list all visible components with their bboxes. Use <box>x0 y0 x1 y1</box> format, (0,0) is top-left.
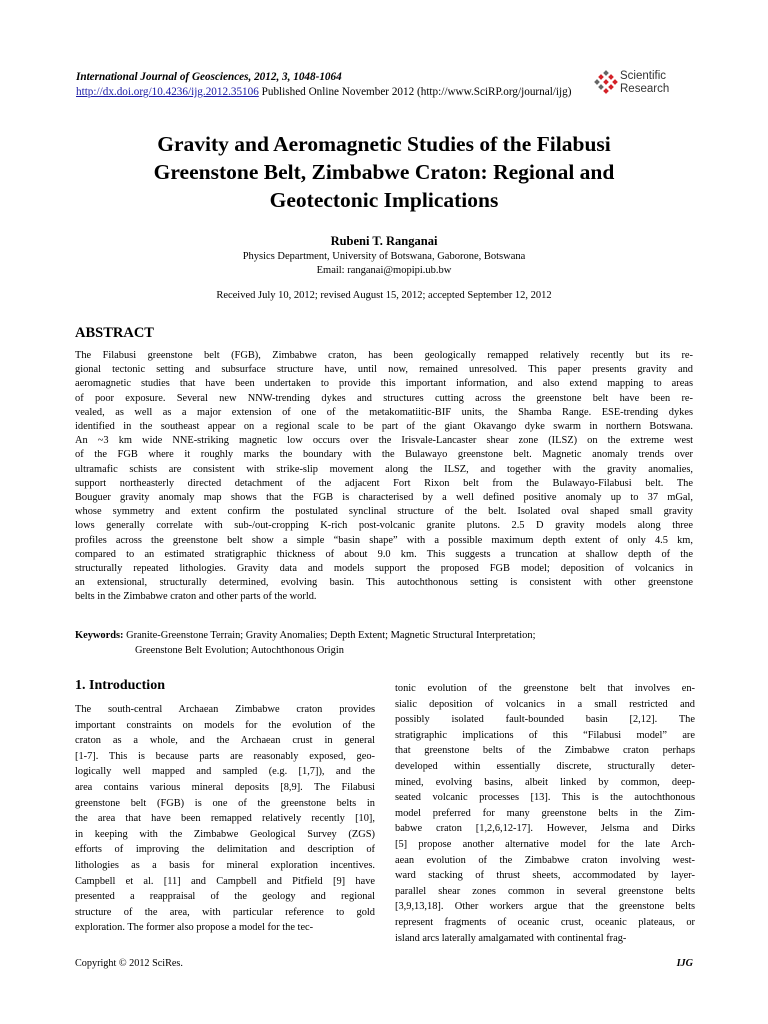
body-column-left <box>75 702 375 936</box>
body-line: exploration. The former also propose a model for the tec- <box>75 922 314 934</box>
logo-dot <box>603 79 609 85</box>
abstract-line: of the FGB where it roughly marks the boundary with the Bulawayo greenstone belt. Magnetic anomaly trends over <box>75 449 693 461</box>
title-line: Gravity and Aeromagnetic Studies of the Filabusi <box>157 132 611 156</box>
logo-line2: Research <box>620 83 670 95</box>
abstract-line: whose symmetry and extent confirm the postulated synclinal structure of the belt. Isolated oval shaped small gravity <box>75 506 693 518</box>
abstract-line: profiles across the greenstone belt show a simple “basin shape” with a possible maximum depth extent of only 4.5 km, <box>75 534 693 546</box>
received-dates: Received July 10, 2012; revised August 15, 2012; accepted September 12, 2012 <box>216 290 552 301</box>
body-line: mined, evolving basins, albeit linked by common, deep- <box>395 776 695 788</box>
journal-header <box>76 70 636 100</box>
body-line: island arcs laterally amalgamated with continental frag- <box>395 932 627 944</box>
body-line: in keeping with the Zimbabwe Geological Survey (ZGS) <box>75 828 375 840</box>
body-line: structure of the area, with particular reference to gold <box>75 906 375 918</box>
body-line: important constraints on models for the evolution of the <box>75 719 375 731</box>
section-heading-introduction: 1. Introduction <box>75 678 165 693</box>
body-line: [1-7]. This is because parts are reasonably exposed, geo- <box>75 750 375 762</box>
logo-dot <box>603 70 609 76</box>
abstract-line: an extensional, structurally determined, evolving basin. This autochthonous setting is consistent with other greenstone <box>75 577 693 589</box>
abstract-line: belts in the Zimbabwe craton and other parts of the world. <box>75 591 317 603</box>
affiliation-text: Physics Department, University of Botswana, Gaborone, Botswana <box>242 251 526 262</box>
body-line: ward stacking of thrust sheets, accommodated by layer- <box>395 870 695 882</box>
abstract-line: An ~3 km wide NNE-striking magnetic low occurs over the Irisvale-Lancaster shear zone (ILSZ) on the extreme west <box>75 435 693 447</box>
title-line: Geotectonic Implications <box>269 188 499 212</box>
page-footer <box>75 958 693 969</box>
body-line: seated volcanic processes [13]. This is the autochthonous <box>395 792 695 804</box>
logo-dot <box>598 74 604 80</box>
scientific-research-logo <box>594 70 704 100</box>
journal-abbreviation: IJG <box>676 958 693 969</box>
abstract-line: gional tectonic setting and subsurface structure have, until now, remained unresolved. This paper presents gravity and <box>75 364 693 376</box>
body-line: aean evolution of the Zimbabwe craton involving west- <box>395 854 695 866</box>
body-line: [3,9,13,18]. Other workers argue that the greenstone belts <box>395 901 695 913</box>
body-line: craton as a whole, and the Archaean crust in general <box>75 735 375 747</box>
title-line: Greenstone Belt, Zimbabwe Craton: Regional and <box>153 160 615 184</box>
abstract-line: lows generally correlate with sub-/out-cropping K-rich post-volcanic granite plutons. 2.5 D gravity models along three <box>75 520 693 532</box>
keywords-text: Granite-Greenstone Terrain; Gravity Anomalies; Depth Extent; Magnetic Structural Interpretation; <box>123 630 536 641</box>
abstract-line: identified in the southeast appear on a regional scale to be part of the giant Okavango dyke swarm in northern Botswana. <box>75 421 693 433</box>
body-line: sialic deposition of volcanics in a small restricted and <box>395 698 695 710</box>
body-line: [5] propose another alternative model for the late Arch- <box>395 838 695 850</box>
body-line: greenstone belt (FGB) is one of the greenstone belts in <box>75 797 375 809</box>
body-line: represent fragments of oceanic crust, oceanic plateaus, or <box>395 916 695 928</box>
keywords-label: Keywords: <box>75 630 124 641</box>
abstract-line: compared to an estimated stratigraphic thickness of about 9.0 km. This suggests a truncation at shallow depth of the <box>75 548 693 560</box>
body-line: model preferred for many greenstone belts in the Zim- <box>395 807 695 819</box>
body-line: stratigraphic implications of this “Filabusi model” are <box>395 729 695 741</box>
body-line: efforts of improving the delimitation and description of <box>75 844 375 856</box>
abstract-line: structurally repeated lithologies. Gravity data and models support the proposed FGB model; deposition of volcanics in <box>75 563 693 575</box>
body-line: presented a reappraisal of the geology and regional <box>75 891 375 903</box>
abstract-body <box>75 349 693 605</box>
doi-link[interactable]: http://dx.doi.org/10.4236/ijg.2012.35106 <box>76 86 259 98</box>
logo-dot <box>603 88 609 94</box>
abstract-line: of poor exposure. Several new NNW-trending dykes and structures cutting across the greenstone belt have been re- <box>75 392 693 404</box>
keywords-block <box>75 628 693 658</box>
author-name: Rubeni T. Ranganai <box>330 234 438 248</box>
body-line: that greenstone belts of the Zimbabwe craton perhaps <box>395 745 695 757</box>
publisher-logo-text <box>620 70 669 96</box>
copyright-notice: Copyright © 2012 SciRes. <box>75 958 183 969</box>
body-line: developed within essentially discrete, structurally deter- <box>395 760 695 772</box>
body-line: The south-central Archaean Zimbabwe craton provides <box>75 704 375 715</box>
paper-title <box>76 130 692 214</box>
body-line: tonic evolution of the greenstone belt that involves en- <box>395 683 695 694</box>
abstract-heading: ABSTRACT <box>75 325 154 341</box>
abstract-line: support northeasterly directed detachment of the adjacent Fort Rixon belt from the Bulawayo-Filabusi belt. The <box>75 477 693 489</box>
abstract-line: ultramafic schists are consistent with strike-slip movement along the ILSZ, and together with the gravity anomalies, <box>75 463 693 475</box>
abstract-line: The Filabusi greenstone belt (FGB), Zimbabwe craton, has been geologically remapped relatively recently but its re- <box>75 350 693 361</box>
body-line: lithologies as a basis for mineral exploration incentives. <box>75 859 375 871</box>
logo-dot <box>598 84 604 90</box>
logo-dot <box>608 74 614 80</box>
logo-dot <box>594 79 600 85</box>
published-online-text: Published Online November 2012 (http://www.SciRP.org/journal/ijg) <box>258 86 572 98</box>
body-line: the area that have been remapped relatively recently [10], <box>75 813 375 825</box>
author-email[interactable]: Email: ranganai@mopipi.ub.bw <box>316 265 452 276</box>
abstract-line: aeromagnetic studies that have been undertaken to provide this important information, and also extend mapping to areas <box>75 378 693 390</box>
logo-dot <box>612 79 618 85</box>
abstract-line: Bouguer gravity anomaly map shows that the FGB is characterised by a well defined positive anomaly up to 37 mGal, <box>75 492 693 504</box>
publisher-logo-icon <box>594 70 618 94</box>
doi-line <box>76 85 636 100</box>
author-affiliation <box>76 250 692 278</box>
body-line: possibly isolated fault-bounded basin [2,12]. The <box>395 714 695 726</box>
body-line: parallel shear zones common in several greenstone belts <box>395 885 695 897</box>
abstract-line: vealed, as well as a major extension of one of the metakomatiitic-BIF units, the Shamba Range. ESE-trending dykes <box>75 406 693 418</box>
body-column-right <box>395 681 695 946</box>
journal-citation: International Journal of Geosciences, 2012, 3, 1048-1064 <box>76 71 342 83</box>
body-line: area contains various mineral deposits [8,9]. The Filabusi <box>75 781 375 793</box>
logo-line1: Scientific <box>620 70 667 82</box>
keywords-text-cont: Greenstone Belt Evolution; Autochthonous Origin <box>135 645 344 656</box>
body-line: logically well mapped and sampled (e.g. [1,7]), and the <box>75 766 375 778</box>
logo-dot <box>608 84 614 90</box>
body-line: babwe craton [1,2,6,12-17]. However, Jelsma and Dirks <box>395 823 695 835</box>
body-line: Campbell et al. [11] and Campbell and Pitfield [9] have <box>75 875 375 887</box>
